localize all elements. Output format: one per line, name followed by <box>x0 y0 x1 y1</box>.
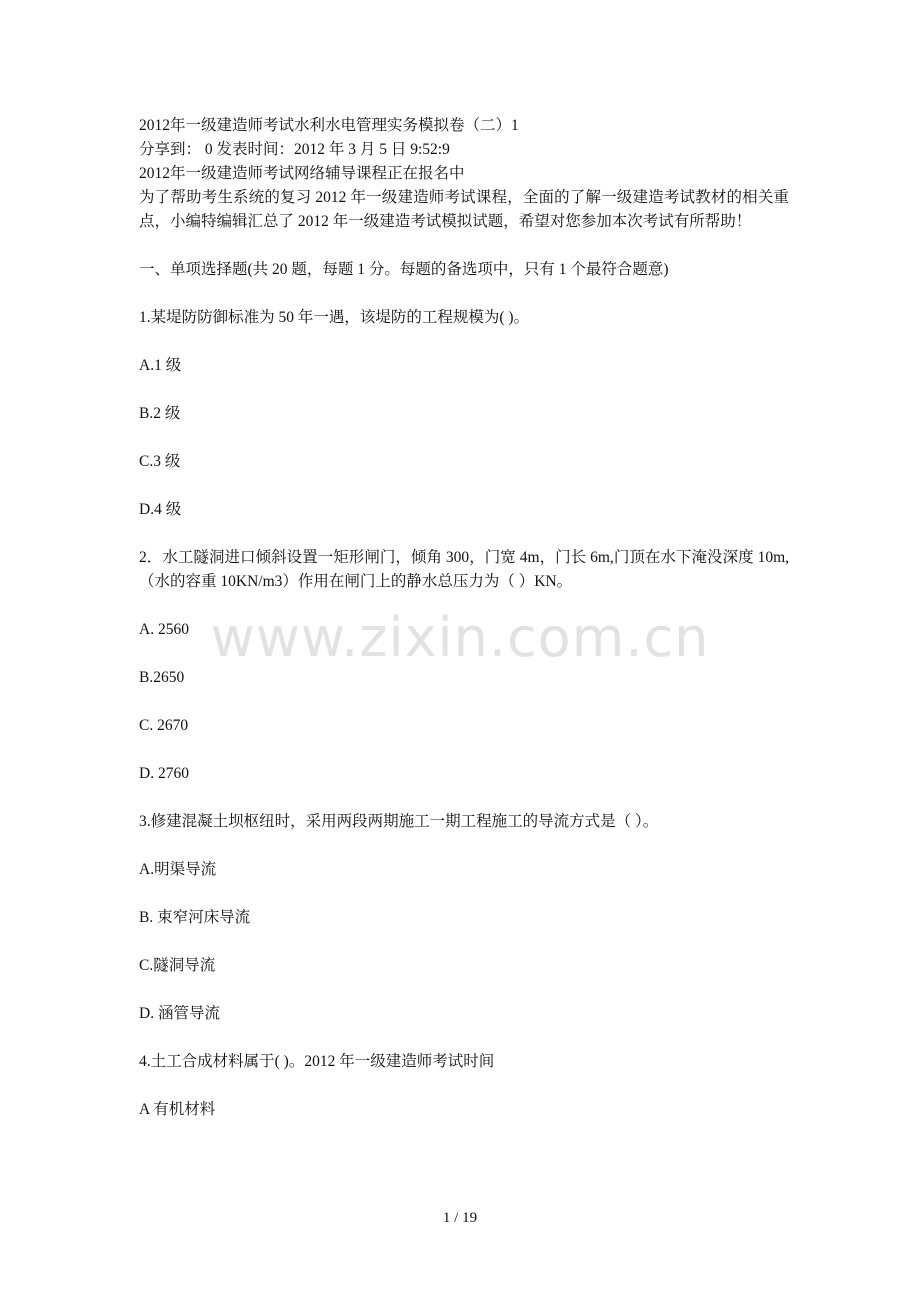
question-2-option-d: D. 2760 <box>139 765 189 782</box>
question-2-option-b: B.2650 <box>139 669 185 686</box>
question-3-option-b: B. 束窄河床导流 <box>139 909 251 926</box>
question-4-stem: 4.土工合成材料属于( )。2012 年一级建造师考试时间 <box>139 1053 495 1070</box>
question-2-option-a: A. 2560 <box>139 621 189 638</box>
question-1-option-c: C.3 级 <box>139 453 181 470</box>
question-2-option-c: C. 2670 <box>139 717 189 734</box>
question-1-stem: 1.某堤防防御标准为 50 年一遇，该堤防的工程规模为( )。 <box>139 309 530 326</box>
question-1-option-d: D.4 级 <box>139 501 182 518</box>
notice-line: 2012年一级建造师考试网络辅导课程正在报名中 <box>139 165 465 182</box>
watermark: www.zixin.com.cn <box>210 606 710 669</box>
question-3-option-a: A.明渠导流 <box>139 861 217 878</box>
question-4-option-a: A 有机材料 <box>139 1101 216 1118</box>
section-heading: 一、单项选择题(共 20 题，每题 1 分。每题的备选项中，只有 1 个最符合题意) <box>139 261 669 278</box>
question-1-option-a: A.1 级 <box>139 357 182 374</box>
question-3-stem: 3.修建混凝土坝枢纽时，采用两段两期施工一期工程施工的导流方式是（ ）。 <box>139 813 659 830</box>
meta-line: 分享到： 0 发表时间：2012 年 3 月 5 日 9:52:9 <box>139 141 450 158</box>
question-2-stem: 2．水工隧洞进口倾斜设置一矩形闸门，倾角 300，门宽 4m，门长 6m,门顶在水下淹没深度 10m,（水的容重 10KN/m3）作用在闸门上的静水总压力为（ ）KN。 <box>139 549 789 590</box>
page-number: 1 / 19 <box>442 1210 478 1226</box>
question-1-option-b: B.2 级 <box>139 405 181 422</box>
question-3-option-d: D. 涵管导流 <box>139 1005 220 1022</box>
document-body <box>139 114 789 1122</box>
document-title: 2012年一级建造师考试水利水电管理实务模拟卷（二）1 <box>139 117 519 134</box>
question-3-option-c: C.隧洞导流 <box>139 957 216 974</box>
intro-paragraph: 为了帮助考生系统的复习 2012 年一级建造师考试课程，全面的了解一级建造考试教材的相关重点，小编特编辑汇总了 2012 年一级建造考试模拟试题，希望对您参加本次考试有所帮助！ <box>139 189 789 230</box>
